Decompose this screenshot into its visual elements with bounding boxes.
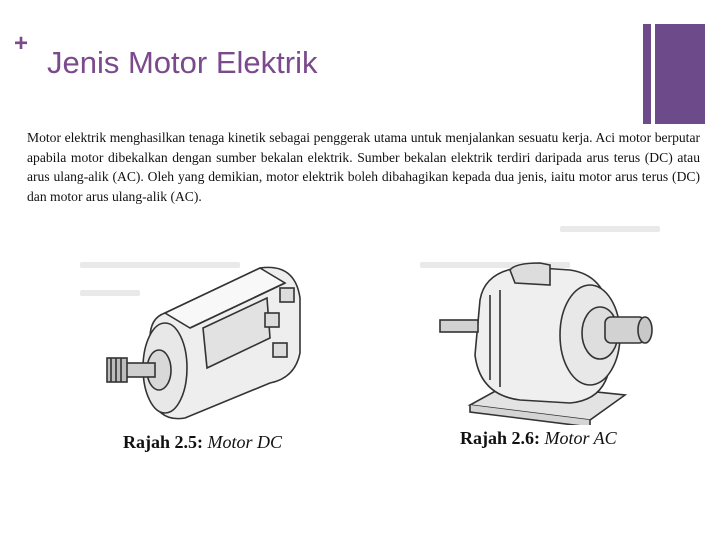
caption-ac-name: Motor AC: [544, 428, 617, 448]
accent-bar-thin: [643, 24, 651, 124]
plus-icon: +: [14, 30, 29, 57]
slide-title: Jenis Motor Elektrik: [47, 45, 318, 80]
caption-dc: [123, 432, 282, 453]
caption-ac-label: Rajah 2.6:: [460, 428, 540, 448]
dc-motor-illustration: [95, 258, 335, 428]
caption-ac: [460, 428, 617, 449]
body-paragraph: Motor elektrik menghasilkan tenaga kinetik sebagai penggerak utama untuk menjalankan sesuatu kerja. Aci motor berputar apabila motor dibekalkan dengan sumber bekalan elektrik. Sumber bekalan elektrik terdiri daripada arus terus (DC) atau arus ulang-alik (AC). Oleh yang demikian, motor elektrik boleh dibahagikan kepada dua jenis, iaitu motor arus terus (DC) dan motor arus ulang-alik (AC).: [27, 130, 700, 204]
accent-bar-wide: [655, 24, 705, 124]
ghost-line: [560, 226, 660, 232]
caption-dc-label: Rajah 2.5:: [123, 432, 203, 452]
caption-dc-name: Motor DC: [207, 432, 283, 452]
ac-motor-illustration: [430, 255, 670, 425]
